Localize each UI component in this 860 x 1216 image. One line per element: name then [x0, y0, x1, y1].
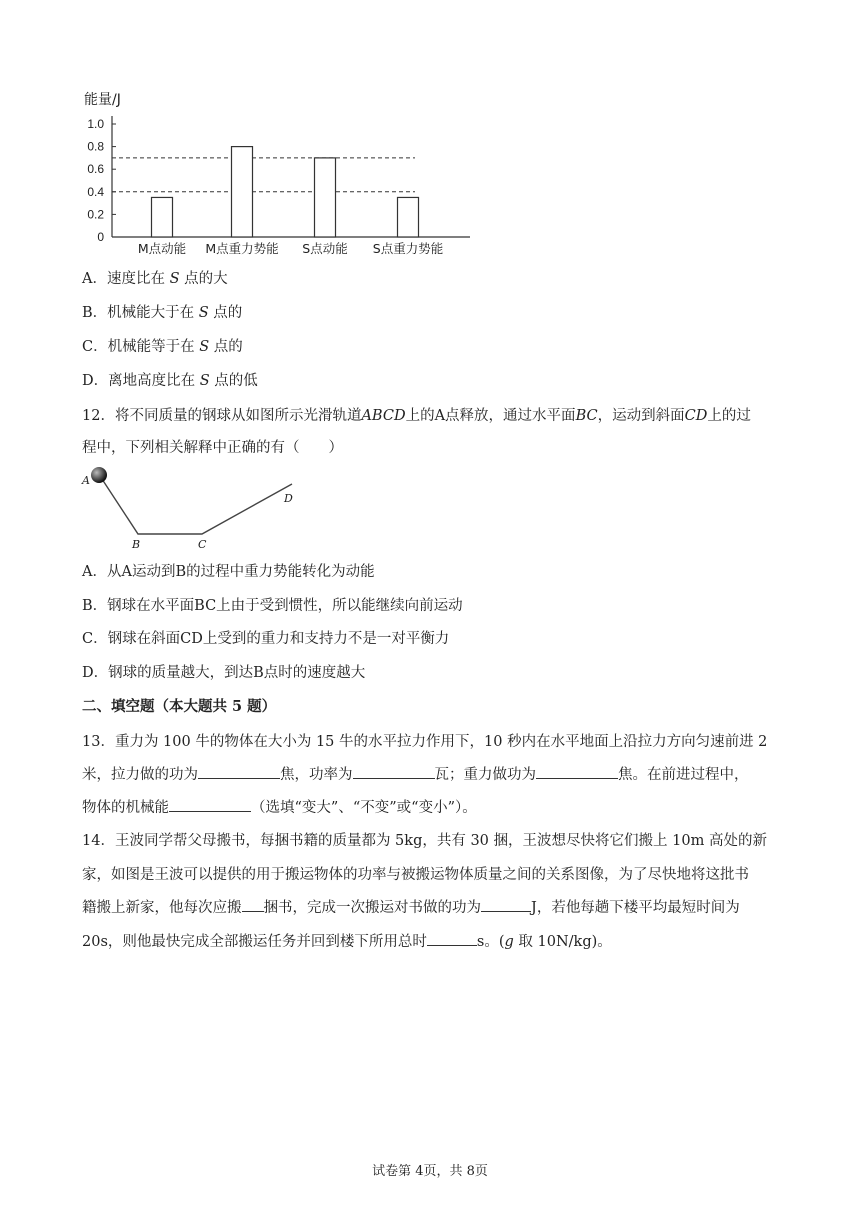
steel-ball	[91, 467, 107, 483]
q11-option-b: B．机械能大于在 S 点的	[82, 305, 243, 321]
label-c: C	[198, 538, 207, 551]
q12-option-d: D．钢球的质量越大，到达B点时的速度越大	[82, 665, 366, 681]
bar-1	[152, 197, 173, 237]
section-heading: 二、填空题（本大题共 5 题）	[82, 698, 277, 715]
q11-option-d: D．离地高度比在 S 点的低	[82, 373, 258, 389]
chart-y-label: 能量/J	[84, 92, 121, 108]
bar-4	[398, 197, 419, 237]
blank	[169, 797, 251, 812]
q12-stem-line2: 程中，下列相关解释中正确的有（ ）	[82, 440, 343, 456]
q14-line2: 家，如图是王波可以提供的用于搬运物体的功率与被搬运物体质量之间的关系图像，为了尽快地将这批书	[82, 867, 749, 883]
blank	[198, 764, 280, 779]
category-label: S点重力势能	[372, 241, 444, 256]
blank	[481, 897, 531, 912]
chart-category-labels	[138, 241, 443, 256]
blank	[242, 897, 264, 912]
y-tick-label: 0.2	[87, 207, 104, 222]
q13-line2: 米，拉力做的功为 焦，功率为 瓦；重力做功为 焦。在前进过程中，	[82, 764, 749, 786]
q12-option-c: C．钢球在斜面CD上受到的重力和支持力不是一对平衡力	[82, 631, 450, 647]
track-abcd	[100, 476, 292, 534]
q14-line1: 14．王波同学帮父母搬书，每捆书籍的质量都为 5kg，共有 30 捆，王波想尽快将它们搬上 10m 高处的新	[82, 833, 767, 849]
q14-line3: 籍搬上新家，他每次应搬 捆书，完成一次搬运对书做的功为 J，若他每趟下楼平均最短时间为	[82, 897, 740, 919]
y-tick-label: 0.4	[87, 184, 104, 199]
chart-reference-lines	[112, 158, 415, 192]
label-b: B	[132, 538, 141, 551]
page-footer: 试卷第 4页，共 8页	[372, 1164, 488, 1179]
q12-stem-line1: 12．将不同质量的钢球从如图所示光滑轨道ABCD上的A点释放，通过水平面BC，运动到斜面CD上的过	[82, 408, 751, 424]
blank	[427, 931, 477, 946]
track-diagram	[80, 462, 310, 552]
label-d: D	[284, 492, 293, 505]
blank	[353, 764, 435, 779]
bar-3	[315, 158, 336, 237]
category-label: M点动能	[137, 241, 187, 256]
label-a: A	[82, 474, 90, 487]
q13-line3: 物体的机械能 （选填“变大”、“不变”或“变小”）。	[82, 797, 477, 819]
y-tick-label: 0.8	[87, 139, 104, 154]
y-tick-label: 1.0	[87, 117, 104, 131]
energy-bar-chart	[82, 84, 482, 262]
blank	[536, 764, 618, 779]
q12-option-b: B．钢球在水平面BC上由于受到惯性，所以能继续向前运动	[82, 598, 463, 614]
y-tick-label: 0.6	[87, 162, 104, 177]
q11-option-c: C．机械能等于在 S 点的	[82, 339, 243, 355]
category-label: S点动能	[302, 241, 348, 256]
q12-option-a: A．从A运动到B的过程中重力势能转化为动能	[82, 564, 375, 580]
y-tick-label: 0	[97, 230, 104, 244]
q11-option-a: A．速度比在 S 点的大	[82, 271, 228, 287]
category-label: M点重力势能	[205, 241, 279, 256]
q14-line4: 20s，则他最快完成全部搬运任务并回到楼下所用总时 s。(g 取 10N/kg)。	[82, 931, 612, 953]
q13-line1: 13．重力为 100 牛的物体在大小为 15 牛的水平拉力作用下，10 秒内在水平地面上沿拉力方向匀速前进 2	[82, 734, 768, 750]
bar-2	[232, 147, 253, 237]
